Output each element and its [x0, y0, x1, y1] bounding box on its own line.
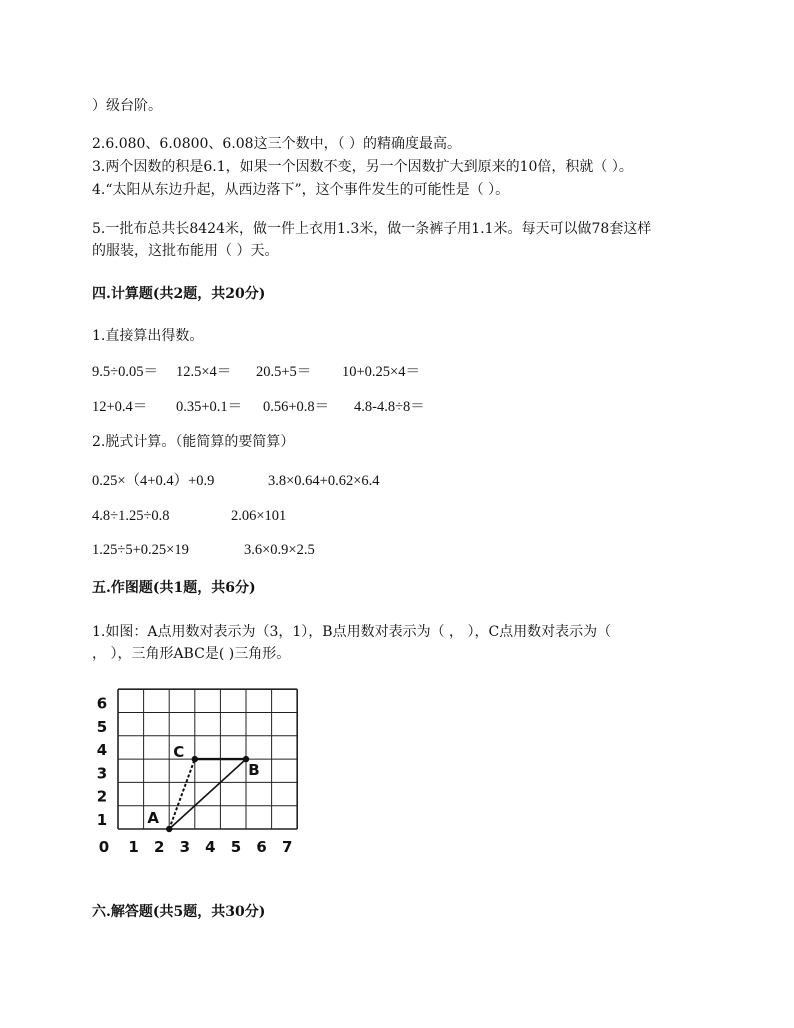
section-5-title: 五.作图题(共1题，共6分): [92, 580, 256, 596]
question-3: 3.两个因数的积是6.1，如果一个因数不变，另一个因数扩大到原来的10倍，积就（ ）。: [92, 159, 633, 175]
calc-item: 9.5÷0.05＝: [92, 364, 158, 380]
coordinate-grid: [92, 678, 306, 858]
draw-q1-line2: ， ），三角形ABC是( )三角形。: [92, 646, 291, 662]
calc-item: 12.5×4＝: [176, 364, 232, 380]
segment-ac: [169, 759, 195, 829]
x-tick-label: 4: [205, 838, 216, 856]
calc-item: 3.6×0.9×2.5: [244, 542, 315, 558]
x-tick-label: 2: [153, 838, 165, 856]
point-label-a: A: [147, 809, 160, 827]
question-5-line1: 5.一批布总共长8424米，做一件上衣用1.3米，做一条裤子用1.1米。每天可以做78套这样: [92, 221, 652, 237]
calc-item: 0.56+0.8＝: [263, 399, 330, 415]
calc-item: 20.5+5＝: [256, 364, 312, 380]
question-5-line2: 的服装，这批布能用（ ）天。: [92, 243, 279, 259]
section-6-title: 六.解答题(共5题，共30分): [92, 904, 266, 920]
x-tick-label: 3: [179, 838, 191, 856]
x-tick-label: 1: [128, 838, 139, 856]
x-tick-label: 7: [281, 838, 293, 856]
question-4: 4.“太阳从东边升起，从西边落下”，这个事件发生的可能性是（ ）。: [92, 182, 510, 198]
section-4-title: 四.计算题(共2题，共20分): [92, 286, 266, 302]
line-stair: ）级台阶。: [92, 98, 162, 114]
x-tick-label: 0: [98, 838, 110, 856]
calc-item: 0.35+0.1＝: [176, 399, 243, 415]
y-tick-label: 4: [96, 741, 108, 760]
point-label-c: C: [173, 743, 185, 762]
calc-q1: 1.直接算出得数。: [92, 328, 204, 344]
segment-ab: [169, 759, 246, 829]
calc-item: 0.25×（4+0.4）+0.9: [92, 473, 215, 489]
calc-item: 10+0.25×4＝: [342, 364, 420, 380]
point-a: [166, 826, 172, 832]
point-label-b: B: [248, 761, 260, 780]
calc-item: 2.06×101: [231, 508, 287, 524]
y-tick-label: 5: [96, 717, 108, 736]
calc-item: 4.8÷1.25÷0.8: [92, 508, 170, 524]
coordinate-grid-svg: [92, 678, 306, 858]
y-tick-label: 2: [96, 787, 108, 806]
calc-item: 1.25÷5+0.25×19: [92, 542, 189, 558]
x-tick-label: 5: [230, 838, 242, 856]
point-c: [192, 756, 198, 762]
y-tick-label: 6: [96, 694, 108, 713]
y-tick-label: 1: [96, 811, 108, 829]
calc-item: 4.8-4.8÷8＝: [354, 399, 425, 415]
question-2: 2.6.080、6.0800、6.08这三个数中，（ ）的精确度最高。: [92, 136, 462, 152]
draw-q1-line1: 1.如图：A点用数对表示为（3，1），B点用数对表示为（ ， ），C点用数对表示为（: [92, 624, 612, 640]
calc-item: 12+0.4＝: [92, 399, 148, 415]
y-tick-label: 3: [96, 764, 108, 783]
calc-q2: 2.脱式计算。（能简算的要简算）: [92, 434, 295, 450]
x-tick-label: 6: [256, 838, 267, 856]
calc-item: 3.8×0.64+0.62×6.4: [268, 473, 380, 489]
